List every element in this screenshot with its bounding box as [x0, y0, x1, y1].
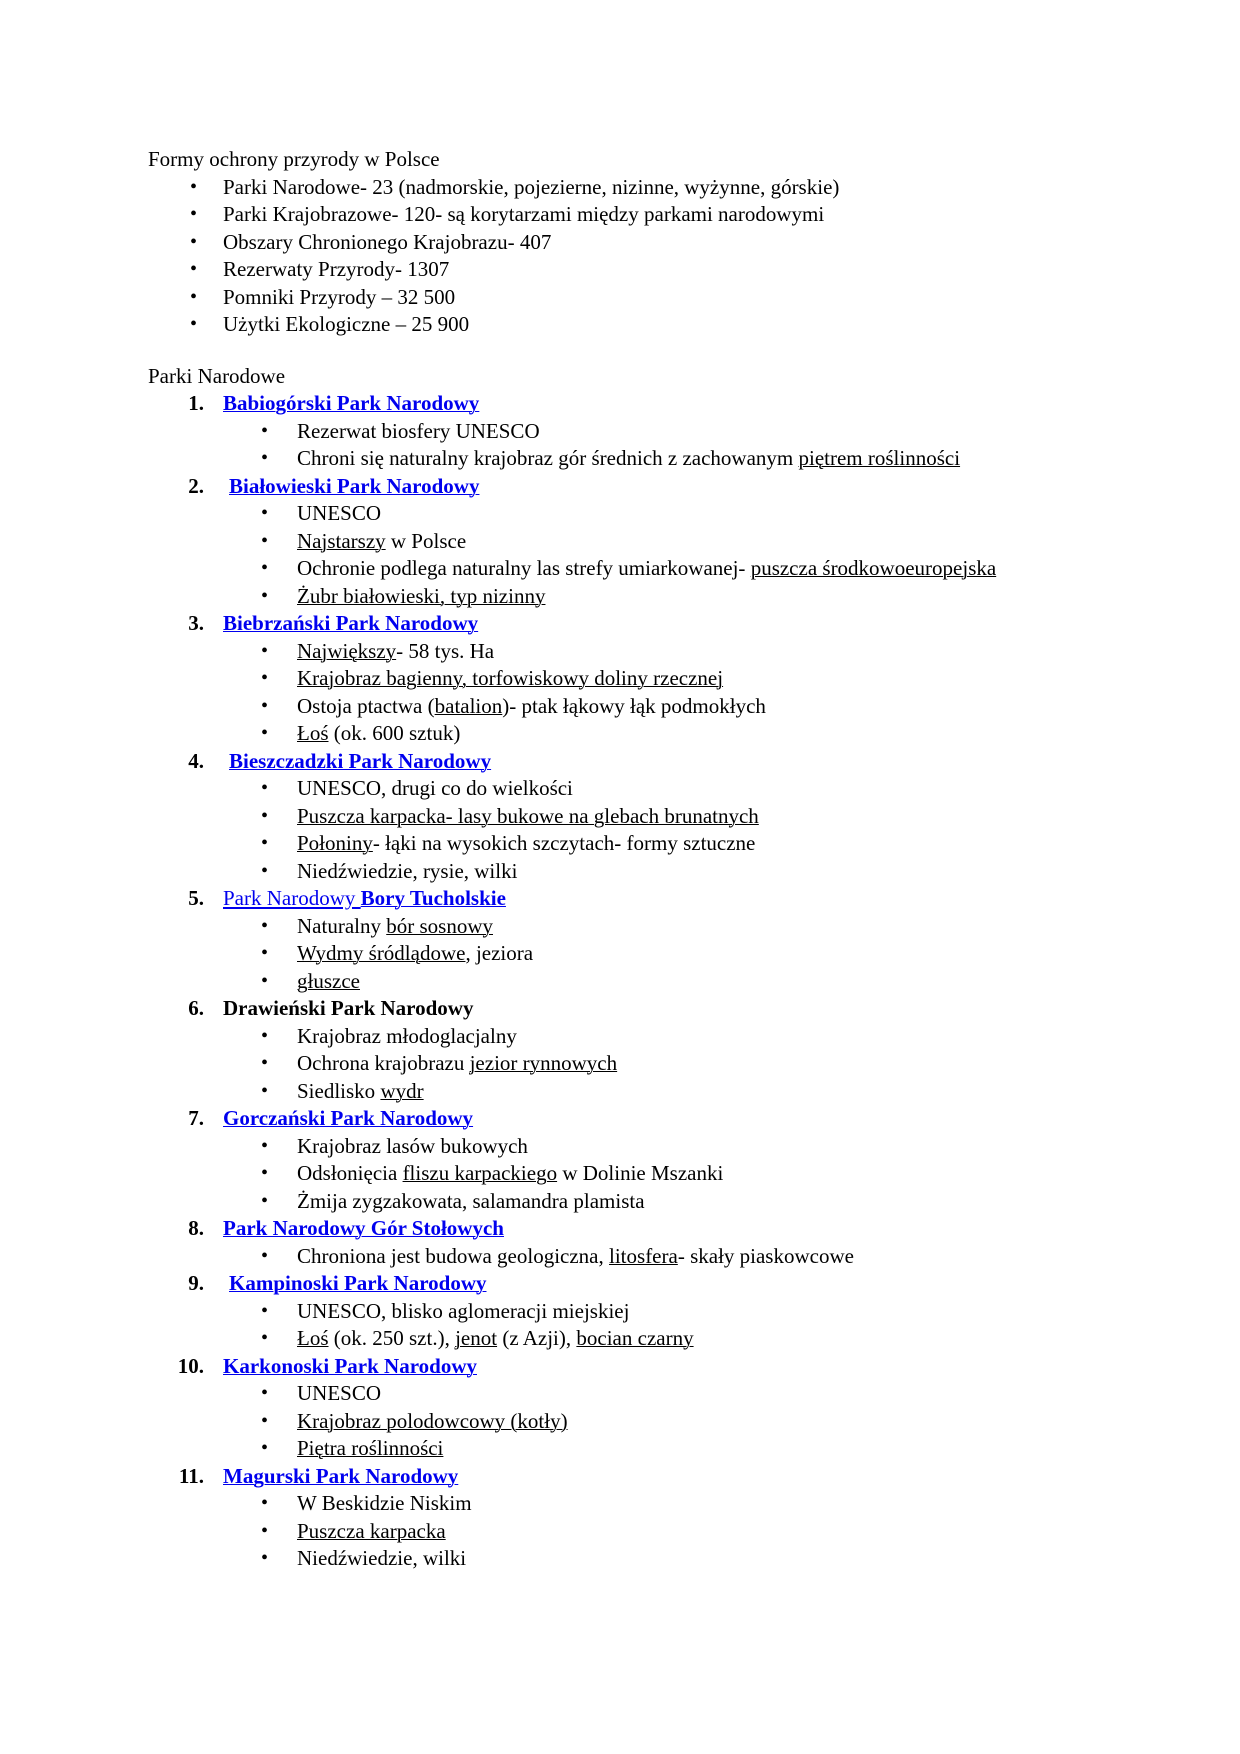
fact-text: Żmija zygzakowata, salamandra plamista: [297, 1188, 645, 1213]
intro-list: [148, 174, 1148, 339]
park-fact: [148, 1160, 1148, 1188]
park-number: 11.: [178, 1463, 204, 1488]
underlined-term: puszcza środkowoeuropejska: [750, 556, 997, 580]
parks-section-title: Parki Narodowe: [148, 363, 286, 388]
underlined-term: wydr: [380, 1078, 424, 1103]
park-heading: [148, 610, 1148, 638]
fact-text: Chroniona jest budowa geologiczna,: [297, 1243, 610, 1268]
fact-text: Niedźwiedzie, wilki: [297, 1546, 467, 1570]
park-name-link[interactable]: Białowieski Park Narodowy: [229, 473, 480, 498]
park-number: 1.: [188, 391, 204, 415]
underlined-term: Puszcza karpacka: [297, 1518, 446, 1543]
document-content: [148, 146, 1148, 1573]
park-fact: [148, 858, 1148, 886]
underlined-term: piętrem roślinności: [798, 446, 961, 470]
park-name-prefix: Park Narodowy: [223, 886, 361, 910]
fact-text: (z Azji),: [497, 1326, 577, 1350]
park-fact: [148, 418, 1148, 446]
park-fact: [148, 445, 1148, 473]
fact-text: Ochrona krajobrazu: [297, 1051, 470, 1075]
fact-text: Rezerwat biosfery UNESCO: [297, 418, 540, 443]
park-number: 10.: [177, 1353, 204, 1378]
park-fact: [148, 528, 1148, 556]
fact-text: w Dolinie Mszanki: [557, 1161, 724, 1185]
park-fact: [148, 1050, 1148, 1078]
underlined-term: Najstarszy: [297, 528, 386, 553]
underlined-term: Żubr białowieski, typ nizinny: [297, 583, 546, 608]
fact-text: Krajobraz lasów bukowych: [297, 1133, 528, 1158]
park-heading: [148, 390, 1148, 418]
park-item: [148, 995, 1148, 1105]
park-item: [148, 473, 1148, 611]
park-fact: [148, 1325, 1148, 1353]
fact-text: - 58 tys. Ha: [396, 638, 495, 663]
fact-text: - łąki na wysokich szczytach- formy sztuczne: [372, 831, 756, 855]
park-facts: [148, 1298, 1148, 1353]
park-item: [148, 1105, 1148, 1215]
park-fact: [148, 1545, 1148, 1573]
park-item: [148, 390, 1148, 473]
fact-text: Odsłonięcia: [297, 1161, 403, 1185]
park-facts: [148, 775, 1148, 885]
park-heading: [148, 885, 1148, 913]
park-name-link[interactable]: Bory Tucholskie: [360, 886, 506, 910]
underlined-term: Puszcza karpacka- lasy bukowe na glebach brunatnych: [297, 803, 759, 828]
park-fact: [148, 775, 1148, 803]
fact-text: - skały piaskowcowe: [677, 1243, 854, 1268]
underlined-term: bocian czarny: [576, 1326, 694, 1350]
park-name-link[interactable]: Magurski Park Narodowy: [223, 1463, 459, 1488]
park-heading: [148, 748, 1148, 776]
park-fact: [148, 1380, 1148, 1408]
park-facts: [148, 638, 1148, 748]
park-facts: [148, 418, 1148, 473]
park-fact: [148, 913, 1148, 941]
park-name-link[interactable]: Kampinoski Park Narodowy: [229, 1271, 487, 1295]
park-facts: [148, 1490, 1148, 1573]
underlined-term: Połoniny: [297, 831, 373, 855]
underlined-term: Łoś: [297, 1326, 329, 1350]
fact-text: (ok. 250 szt.),: [328, 1326, 456, 1350]
intro-item: • Obszary Chronionego Krajobrazu- 407: [148, 229, 1148, 257]
park-heading: [148, 1270, 1148, 1298]
park-name-link[interactable]: Park Narodowy Gór Stołowych: [223, 1216, 504, 1240]
intro-item: • Pomniki Przyrody – 32 500: [148, 284, 1148, 312]
park-number: 5.: [188, 886, 204, 910]
park-fact: [148, 555, 1148, 583]
fact-text: UNESCO: [297, 1381, 382, 1405]
park-fact: [148, 1435, 1148, 1463]
park-name-link[interactable]: Gorczański Park Narodowy: [223, 1106, 474, 1130]
park-number: 9.: [188, 1271, 204, 1295]
park-fact: [148, 1490, 1148, 1518]
park-item: [148, 885, 1148, 995]
fact-text: w Polsce: [385, 528, 467, 553]
underlined-term: głuszce: [297, 968, 360, 993]
park-item: [148, 1215, 1148, 1270]
underlined-term: batalion: [434, 693, 503, 718]
park-fact: [148, 665, 1148, 693]
park-fact: [148, 1243, 1148, 1271]
intro-item: • Parki Narodowe- 23 (nadmorskie, pojezierne, nizinne, wyżynne, górskie): [148, 174, 1148, 202]
park-facts: [148, 1023, 1148, 1106]
park-name: Drawieński Park Narodowy: [223, 996, 474, 1020]
park-heading: [148, 1215, 1148, 1243]
park-name-link[interactable]: Bieszczadzki Park Narodowy: [229, 748, 492, 773]
park-number: 8.: [188, 1216, 204, 1240]
park-item: [148, 610, 1148, 748]
park-fact: [148, 1298, 1148, 1326]
park-fact: [148, 500, 1148, 528]
park-heading: [148, 1353, 1148, 1381]
fact-text: )- ptak łąkowy łąk podmokłych: [502, 693, 766, 718]
fact-text: Ochronie podlega naturalny las strefy umiarkowanej-: [297, 556, 751, 580]
fact-text: Krajobraz młodoglacjalny: [297, 1023, 517, 1048]
park-facts: [148, 1133, 1148, 1216]
fact-text: Siedlisko: [297, 1078, 381, 1103]
park-name-link[interactable]: Babiogórski Park Narodowy: [223, 391, 480, 415]
fact-text: W Beskidzie Niskim: [297, 1491, 472, 1515]
park-fact: [148, 583, 1148, 611]
park-fact: [148, 693, 1148, 721]
park-fact: [148, 638, 1148, 666]
park-fact: [148, 830, 1148, 858]
park-name-link[interactable]: Karkonoski Park Narodowy: [223, 1353, 477, 1378]
fact-text: Chroni się naturalny krajobraz gór średnich z zachowanym: [297, 446, 799, 470]
fact-text: UNESCO, blisko aglomeracji miejskiej: [297, 1298, 630, 1323]
park-heading: [148, 995, 1148, 1023]
fact-text: Naturalny: [297, 913, 387, 938]
underlined-term: Piętra roślinności: [297, 1436, 444, 1460]
park-facts: [148, 913, 1148, 996]
park-facts: [148, 500, 1148, 610]
underlined-term: fliszu karpackiego: [402, 1161, 558, 1185]
park-fact: [148, 1408, 1148, 1436]
park-number: 3.: [188, 611, 204, 635]
park-fact: [148, 940, 1148, 968]
park-number: 6.: [188, 996, 204, 1020]
park-fact: [148, 1518, 1148, 1546]
underlined-term: Krajobraz bagienny, torfowiskowy doliny rzecznej: [297, 666, 724, 690]
park-item: [148, 748, 1148, 886]
park-facts: [148, 1380, 1148, 1463]
underlined-term: jezior rynnowych: [469, 1051, 618, 1075]
park-number: 4.: [188, 748, 204, 773]
fact-text: , jeziora: [465, 941, 534, 965]
intro-item: • Parki Krajobrazowe- 120- są korytarzami między parkami narodowymi: [148, 201, 1148, 229]
fact-text: UNESCO: [297, 501, 382, 525]
underlined-term: Wydmy śródlądowe: [297, 941, 466, 965]
park-fact: [148, 968, 1148, 996]
parks-list: [148, 390, 1148, 1573]
park-item: [148, 1270, 1148, 1353]
park-heading: [148, 1105, 1148, 1133]
park-number: 7.: [188, 1106, 204, 1130]
underlined-term: Największy: [297, 638, 397, 663]
park-heading: [148, 473, 1148, 501]
underlined-term: bór sosnowy: [386, 913, 493, 938]
park-fact: [148, 803, 1148, 831]
section-spacer: [148, 339, 1148, 363]
park-item: [148, 1463, 1148, 1573]
underlined-term: Krajobraz polodowcowy (kotły): [297, 1408, 568, 1433]
intro-item: • Użytki Ekologiczne – 25 900: [148, 311, 1148, 339]
park-fact: [148, 1078, 1148, 1106]
park-fact: [148, 1023, 1148, 1051]
fact-text: UNESCO, drugi co do wielkości: [297, 776, 573, 800]
park-fact: [148, 1133, 1148, 1161]
park-name-link[interactable]: Biebrzański Park Narodowy: [223, 611, 479, 635]
park-number: 2.: [188, 473, 204, 498]
fact-text: Niedźwiedzie, rysie, wilki: [297, 858, 518, 883]
intro-item: • Rezerwaty Przyrody- 1307: [148, 256, 1148, 284]
park-facts: [148, 1243, 1148, 1271]
intro-title: Formy ochrony przyrody w Polsce: [148, 147, 440, 171]
fact-text: (ok. 600 sztuk): [328, 721, 461, 745]
park-item: [148, 1353, 1148, 1463]
fact-text: Ostoja ptactwa (: [297, 693, 435, 718]
underlined-term: Łoś: [297, 721, 329, 745]
park-fact: [148, 720, 1148, 748]
underlined-term: jenot: [455, 1326, 498, 1350]
park-fact: [148, 1188, 1148, 1216]
underlined-term: litosfera: [609, 1243, 678, 1268]
park-heading: [148, 1463, 1148, 1491]
